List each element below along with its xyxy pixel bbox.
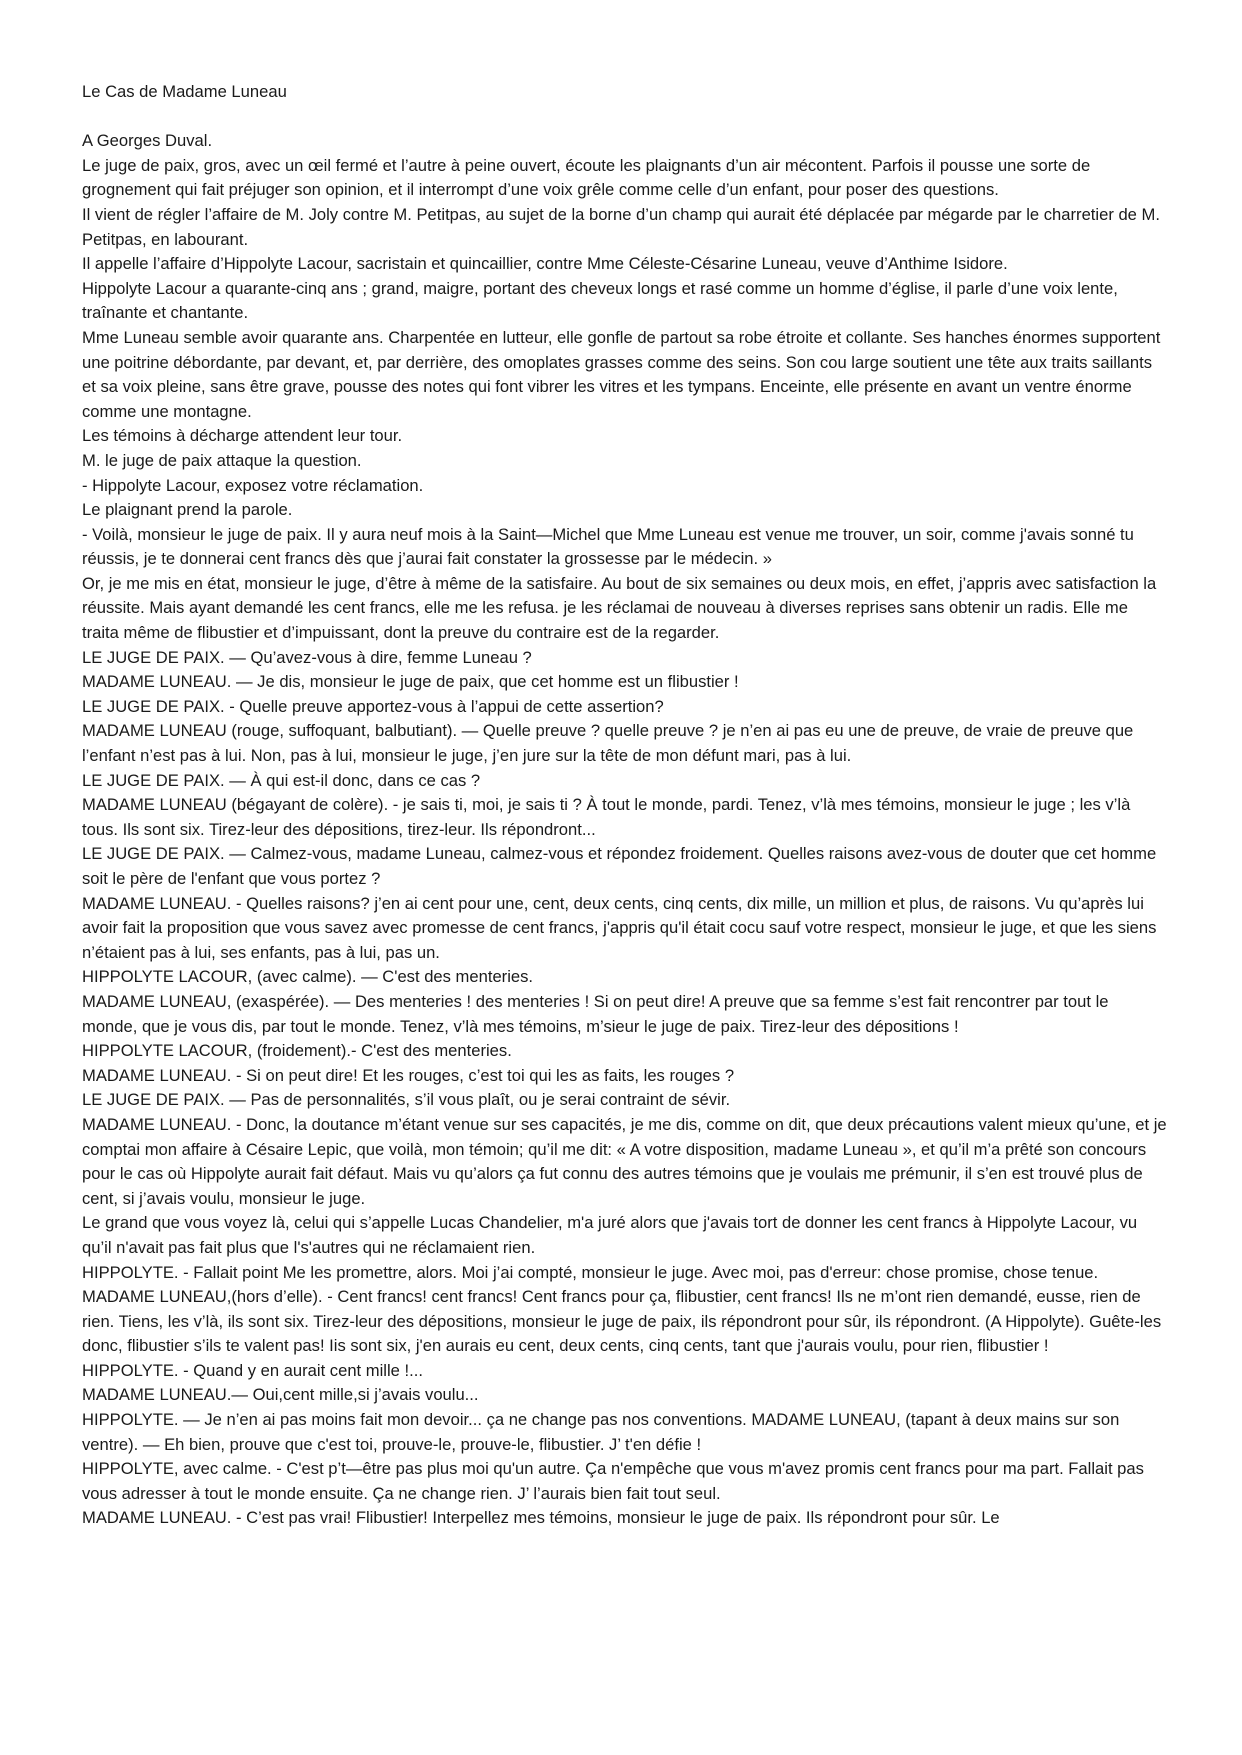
paragraph: - Voilà, monsieur le juge de paix. Il y aura neuf mois à la Saint—Michel que Mme Luneau est venue me trouver, un soir, comme j'avais sonné tu réussis, je te donnerai cent francs dès que j’aurai fait constater la grossesse par le médecin. »: [82, 524, 1134, 569]
paragraph: Or, je me mis en état, monsieur le juge, d’être à même de la satisfaire. Au bout de six semaines ou deux mois, en effet, j’appris avec satisfaction la réussite. Mais ayant demandé les cent francs, elle me les refusa. je les réclamai de nouveau à diverses reprises sans obtenir un radis. Elle me traita même de flibustier et d’impuissant, dont la preuve du contraire est de la regarder.: [82, 573, 1157, 643]
paragraph: Le juge de paix, gros, avec un œil fermé et l’autre à peine ouvert, écoute les plaignants d’un air mécontent. Parfois il pousse une sorte de grognement qui fait préjuger son opinion, et il interrompt d’une voix grêle comme celle d’un enfant, pour poser des questions.: [82, 155, 1091, 200]
paragraph: HIPPOLYTE, avec calme. - C'est p’t—être pas plus moi qu'un autre. Ça n'empêche que vous m'avez promis cent francs pour ma part. Fallait pas vous adresser à tout le monde ensuite. Ça ne change rien. J’ l’aurais bien fait tout seul.: [82, 1459, 1144, 1503]
paragraph: MADAME LUNEAU. - Si on peut dire! Et les rouges, c’est toi qui les as faits, les rouges ?: [82, 1065, 735, 1085]
paragraph: Il vient de régler l’affaire de M. Joly contre M. Petitpas, au sujet de la borne d’un champ qui aurait été déplacée par mégarde par le charretier de M. Petitpas, en labourant.: [82, 204, 1160, 249]
paragraph: MADAME LUNEAU.— Oui,cent mille,si j’avais voulu...: [82, 1385, 479, 1405]
paragraph: - Hippolyte Lacour, exposez votre réclamation.: [82, 475, 424, 495]
paragraph: Il appelle l’affaire d’Hippolyte Lacour, sacristain et quincaillier, contre Mme Céleste-Césarine Luneau, veuve d’Anthime Isidore.: [82, 254, 1008, 274]
paragraph: LE JUGE DE PAIX. — Qu’avez-vous à dire, femme Luneau ?: [82, 647, 532, 667]
paragraph: MADAME LUNEAU (bégayant de colère). - je sais ti, moi, je sais ti ? À tout le monde, pardi. Tenez, v’là mes témoins, monsieur le juge ; les v’là tous. Ils sont six. Tirez-leur des dépositions, tirez-leur. Ils répondront...: [82, 795, 1131, 839]
paragraph: MADAME LUNEAU. - C’est pas vrai! Flibustier! Interpellez mes témoins, monsieur le juge de paix. Ils répondront pour sûr. Le: [82, 1508, 1000, 1528]
paragraph: MADAME LUNEAU. - Donc, la doutance m’étant venue sur ses capacités, je me dis, comme on dit, que deux précautions valent mieux qu’une, et je comptai mon affaire à Césaire Lepic, que voilà, mon témoin; qu’il me dit: « A votre disposition, madame Luneau », et qu’il m’a prêté son concours pour le cas où Hippolyte aurait fait défaut. Mais vu qu’alors ça fut connu des autres témoins que je voulais me prémunir, il s’en est trouvé plus de cent, si j’avais voulu, monsieur le juge.: [82, 1114, 1167, 1208]
paragraph: M. le juge de paix attaque la question.: [82, 450, 362, 470]
paragraph: Le plaignant prend la parole.: [82, 500, 293, 520]
paragraph: MADAME LUNEAU,(hors d’elle). - Cent francs! cent francs! Cent francs pour ça, flibustier, cent francs! Ils ne m’ont rien demandé, eusse, rien de rien. Tiens, les v’là, ils sont six. Tirez-leur des dépositions, monsieur le juge de paix, ils répondront pour sûr, ils répondront. (A Hippolyte). Guête-les donc, flibustier s’ils te valent pas! Iis sont six, j'en aurais eu cent, deux cents, cinq cents, tant que j'aurais voulu, pour rien, flibustier !: [82, 1287, 1162, 1356]
paragraph: MADAME LUNEAU. — Je dis, monsieur le juge de paix, que cet homme est un flibustier !: [82, 672, 739, 692]
paragraph: LE JUGE DE PAIX. - Quelle preuve apportez-vous à l’appui de cette assertion?: [82, 696, 664, 716]
paragraph: Le grand que vous voyez là, celui qui s’appelle Lucas Chandelier, m'a juré alors que j'avais tort de donner les cent francs à Hippolyte Lacour, vu qu’il n'avait pas fait plus que l's'autres qui ne réclamaient rien.: [82, 1213, 1138, 1257]
document-title: Le Cas de Madame Luneau: [82, 82, 287, 101]
paragraph: HIPPOLYTE. - Fallait point Me les promettre, alors. Moi j’ai compté, monsieur le juge. Avec moi, pas d'erreur: chose promise, chose tenue.: [82, 1262, 1099, 1282]
paragraph: LE JUGE DE PAIX. — Calmez-vous, madame Luneau, calmez-vous et répondez froidement. Quelles raisons avez-vous de douter que cet homme soit le père de l'enfant que vous portez ?: [82, 844, 1157, 888]
paragraph: Les témoins à décharge attendent leur tour.: [82, 426, 403, 446]
paragraph: LE JUGE DE PAIX. — À qui est-il donc, dans ce cas ?: [82, 770, 481, 790]
paragraph: Hippolyte Lacour a quarante-cinq ans ; grand, maigre, portant des cheveux longs et rasé comme un homme d’église, il parle d’une voix lente, traînante et chantante.: [82, 278, 1118, 323]
paragraph: HIPPOLYTE LACOUR, (froidement).- C'est des menteries.: [82, 1041, 512, 1061]
paragraph: MADAME LUNEAU. - Quelles raisons? j’en ai cent pour une, cent, deux cents, cinq cents, dix mille, un million et plus, de raisons. Vu qu’après lui avoir fait la proposition que vous savez avec promesse de cent francs, j'appris qu'il était cocu sauf votre respect, monsieur le juge, et que les siens n’étaient pas à lui, ses enfants, pas à lui, pas un.: [82, 893, 1157, 962]
document-body: [82, 129, 1167, 1531]
paragraph: LE JUGE DE PAIX. — Pas de personnalités, s’il vous plaît, ou je serai contraint de sévir.: [82, 1090, 731, 1110]
document-page: [82, 80, 1167, 1531]
paragraph: MADAME LUNEAU (rouge, suffoquant, balbutiant). — Quelle preuve ? quelle preuve ? je n’en ai pas eu une de preuve, de vraie de preuve que l’enfant n’est pas à lui. Non, pas à lui, monsieur le juge, j’en jure sur la tête de mon défunt mari, pas à lui.: [82, 721, 1134, 766]
paragraph: HIPPOLYTE. — Je n’en ai pas moins fait mon devoir... ça ne change pas nos conventions. MADAME LUNEAU, (tapant à deux mains sur son ventre). — Eh bien, prouve que c'est toi, prouve-le, prouve-le, flibustier. J’ t'en défie !: [82, 1410, 1120, 1454]
paragraph: HIPPOLYTE. - Quand y en aurait cent mille !...: [82, 1360, 423, 1380]
paragraph: Mme Luneau semble avoir quarante ans. Charpentée en lutteur, elle gonfle de partout sa robe étroite et collante. Ses hanches énormes supportent une poitrine débordante, par devant, et, par derrière, des omoplates grasses comme des seins. Son cou large soutient une tête aux traits saillants et sa voix pleine, sans être grave, pousse des notes qui font vibrer les vitres et les tympans. Enceinte, elle présente en avant un ventre énorme comme une montagne.: [82, 327, 1161, 421]
paragraph: HIPPOLYTE LACOUR, (avec calme). — C'est des menteries.: [82, 967, 534, 987]
paragraph: MADAME LUNEAU, (exaspérée). — Des menteries ! des menteries ! Si on peut dire! A preuve que sa femme s’est fait rencontrer par tout le monde, que je vous dis, par tout le monde. Tenez, v’là mes témoins, m’sieur le juge de paix. Tirez-leur des dépositions !: [82, 991, 1109, 1036]
paragraph: A Georges Duval.: [82, 131, 213, 151]
